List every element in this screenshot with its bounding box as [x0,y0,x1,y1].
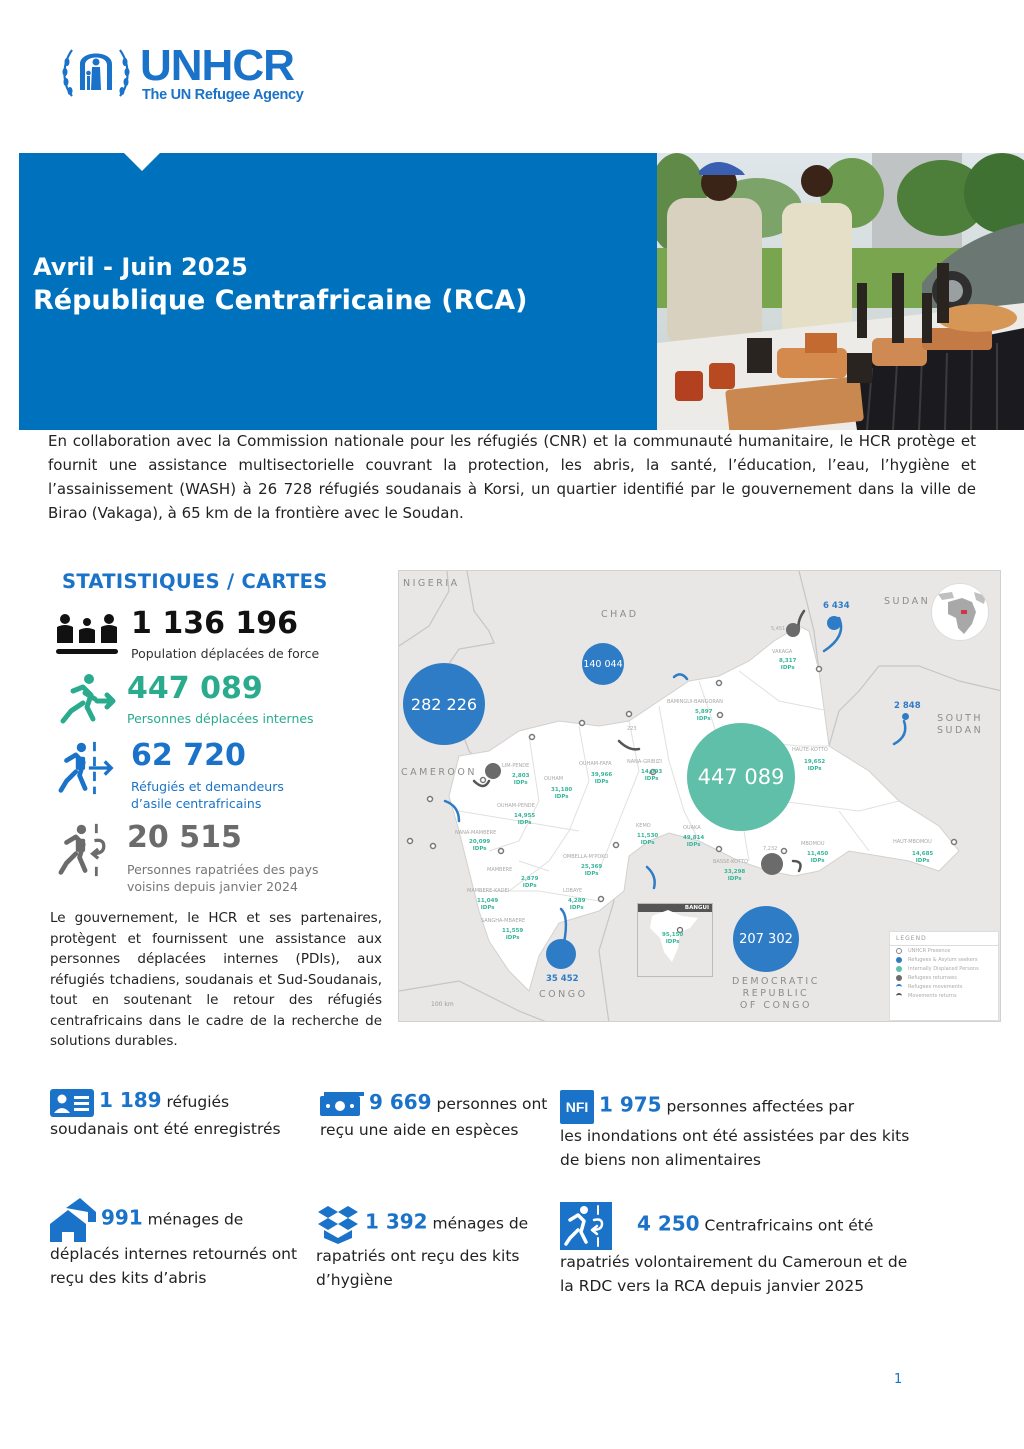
idp-ombella-mpoko: 25,369 IDPs [581,864,603,877]
kpi-text-line2: déplacés internes retournés ont [50,1245,298,1263]
report-country: République Centrafricaine (RCA) [33,285,528,316]
congo-refugees-value: 35 452 [546,974,579,984]
pref-ouaka: OUAKA [683,825,701,831]
idp-mambere-kadei: 11,049 IDPs [477,898,499,911]
grey-arrow-icon [896,993,902,999]
pref-mbomou: MBOMOU [801,841,825,847]
kpi-text: Centrafricains ont été [699,1216,874,1235]
stat-returnees [55,822,355,892]
idp-mbomou: 11,450 IDPs [807,851,829,864]
legend-item: Refugees returnees [890,973,998,982]
kpi-text-line3: d’hygiène [316,1271,393,1289]
legend-title: LEGEND [890,932,998,946]
pref-bamingui-bangoran: BAMINGUI-BANGORAN [667,699,723,705]
idp-ouham-fafa: 39,966 IDPs [591,772,613,785]
artisans-market-photo [657,153,1024,430]
idp-bamingui-bangoran: 5,897 IDPs [695,709,713,722]
kpi-text-line2: rapatriés volontairement du Cameroun et de [560,1253,908,1271]
stat-forcibly-displaced [55,608,355,664]
page-number: 1 [894,1372,903,1387]
stat-value: 1 136 196 [131,606,299,641]
government-support-paragraph: Le gouvernement, le HCR et ses partenaires, protègent et fournissent une assistance aux personnes déplacées internes (PDIs), aux réfugiés tchadiens, soudanais et Sud-Soudanais, tout en soutenant le retour des réfugiés centrafricains dans le cadre de la recherche de solutions durables. [50,910,382,1049]
unhcr-tagline: The UN Refugee Agency [142,87,304,103]
country-label-south-sudan: SOUTH SUDAN [937,713,984,736]
bubble-idp-total: 447 089 [687,723,795,831]
header-photo [657,153,1024,430]
returnee-bangassou-value: 7,232 [763,846,778,852]
returnee-bubble-bangassou [761,853,783,875]
bubble-congo-refugees [546,939,576,969]
stat-label-line2: voisins depuis janvier 2024 [127,879,298,894]
country-label-congo: CONGO [539,989,588,1000]
kpi-text-line2: soudanais ont été enregistrés [50,1119,281,1138]
country-label-drc: DEMOCRATIC REPUBLIC OF CONGO [732,976,820,1011]
intro-paragraph: En collaboration avec la Commission nationale pour les réfugiés (CNR) et la communauté humanitaire, le HCR protège et fournit une assistance multisectorielle couvrant la protection, les abris, la santé, l’éducation, l’eau, l’hygiène et l’assainissement (WASH) à 26 728 réfugiés soudanais à Korsi, un quartier identifié par le gouvernement dans la ville de Birao (Vakaga), à 65 km de la frontière avec le Soudan. [48,432,976,522]
grey-dot-icon [896,975,902,981]
teal-dot-icon [896,966,902,972]
stat-value: 20 515 [127,820,242,855]
kpi-nfi-flood-assistance [560,1090,920,1172]
idp-nana-gribizi: 14,093 IDPs [641,769,663,782]
legend-item: Movements returns [890,991,998,1000]
stat-refugees-abroad [55,740,355,810]
pref-haut-mbomou: HAUT-MBOMOU [893,839,932,845]
idp-mambere: 2,879 IDPs [521,876,539,889]
pref-nana-gribizi: NANA-GRIBIZI [627,759,662,765]
kpi-value: 1 392 [364,1209,428,1234]
country-label-cameroon: CAMEROON [401,767,477,778]
bubble-drc-refugees: 207 302 [733,906,799,972]
kpi-hygiene-kits [316,1204,556,1292]
nfi-icon: NFI [560,1090,594,1124]
idp-vakaga: 8,317 IDPs [779,658,797,671]
country-label-chad: CHAD [601,609,639,620]
returnee-icon [55,822,119,878]
idp-haut-mbomou: 14,685 IDPs [912,851,934,864]
idp-basse-kotto: 33,298 IDPs [724,869,746,882]
pref-ombella-mpoko: OMBELLA-M'POKO [563,854,609,860]
kpi-voluntary-repatriation [560,1202,920,1298]
bangui-inset [637,903,713,977]
pref-ouham-fafa: OUHAM-FAFA [579,761,612,767]
idp-ouham: 31,180 IDPs [551,787,573,800]
stat-label: Personnes déplacées internes [127,711,314,726]
unhcr-emblem-icon [60,40,132,102]
kpi-text: réfugiés [161,1093,230,1111]
pref-vakaga: VAKAGA [772,649,793,655]
legend-item: Refugees & Asylum seekers [890,955,998,964]
kpi-text: personnes ont [431,1095,548,1113]
header-banner [19,153,657,430]
kpi-shelter-kits [50,1198,310,1290]
kpi-value: 4 250 [636,1211,700,1236]
idp-haute-kotto: 19,652 IDPs [804,759,826,772]
stat-value: 447 089 [127,671,263,706]
legend-item: Refugees movements [890,982,998,991]
returnee-birao-value: 5,451 [771,626,786,632]
pref-kemo: KEMO [636,823,651,829]
country-label-nigeria: NIGERIA [403,578,460,589]
legend-item: Internally Displaced Persons [890,964,998,973]
box-kit-icon [316,1204,360,1244]
car-displacement-map [398,570,1001,1022]
pref-mambere: MAMBERE [487,867,513,873]
country-label-sudan: SUDAN [884,596,931,607]
globe-icon [932,584,989,641]
kpi-text-line2: rapatriés ont reçu des kits [316,1247,520,1265]
idp-lobaye: 4,289 IDPs [568,898,586,911]
idp-ouham-pende: 14,955 IDPs [514,813,536,826]
sudan-refugees-value: 6 434 [823,601,850,611]
map-legend [889,931,999,1021]
pref-mambere-kadei: MAMBERE-KADEI [467,888,510,894]
idp-kemo: 11,530 IDPs [637,833,659,846]
returnee-bubble-birao [786,623,800,637]
kpi-value: 1 975 [598,1092,662,1117]
kpi-value: 1 189 [98,1088,162,1112]
pref-haute-kotto: HAUTE-KOTTO [792,747,828,753]
blue-arrow-icon [896,984,902,990]
kpi-text-line3: reçu des kits d’abris [50,1269,207,1287]
pref-ouham: OUHAM [544,776,564,782]
kpi-text-line2: les inondations ont été assistées par des kits [560,1127,910,1145]
kpi-text: ménages de [142,1210,244,1229]
pref-sangha-mbaere: SANGHA-MBAERE [481,918,526,924]
family-group-icon [55,608,119,664]
repatriation-icon [560,1202,612,1250]
idp-lim-pende: 2,803 IDPs [512,773,530,786]
kpi-text: ménages de [427,1214,529,1233]
cash-icon [320,1092,364,1118]
returnee-bubble-cameroon-border [485,763,501,779]
inset-title: BANGUI [638,904,712,912]
map-scale: 100 km [431,1001,454,1008]
pref-lim-pende: LIM-PENDE [502,763,530,769]
kpi-registered-refugees [50,1088,310,1141]
stat-label-line1: Réfugiés et demandeurs [131,779,284,794]
blue-dot-icon [896,957,902,963]
idp-nana-mambere: 20,099 IDPs [469,839,491,852]
unhcr-wordmark: UNHCR [140,41,294,90]
south-sudan-refugees-value: 2 848 [894,701,921,711]
idp-bangui: 95,150 IDPs [662,932,684,945]
shelter-icon [50,1198,96,1242]
kpi-text-line3: la RDC vers la RCA depuis janvier 2025 [560,1277,865,1295]
kpi-value: 9 669 [368,1090,432,1114]
stat-value: 62 720 [131,738,246,773]
stat-label-line2: d’asile centrafricains [131,796,262,811]
kpi-text: personnes affectées par [661,1097,855,1116]
banner-notch [124,153,160,171]
pref-basse-kotto: BASSE-KOTTO [713,859,749,865]
idp-running-icon [55,673,119,729]
returnee-kaba-value: 223 [627,726,637,732]
kpi-cash-assistance [320,1090,560,1142]
kpi-text-line2: reçu une aide en espèces [320,1120,519,1139]
stat-label-line1: Personnes rapatriées des pays [127,862,319,877]
bubble-sudan-refugees [827,616,841,630]
kpi-text-line3: de biens non alimentaires [560,1151,761,1169]
refugee-border-icon [55,740,119,796]
bubble-south-sudan-refugees [902,713,909,720]
idp-ouaka: 49,814 IDPs [683,835,705,848]
stats-section-title: STATISTIQUES / CARTES [62,570,328,593]
report-period: Avril - Juin 2025 [33,253,248,281]
registration-card-icon [50,1089,94,1117]
stat-idps [55,673,355,729]
bubble-cameroon-refugees: 282 226 [403,663,485,745]
stat-label: Population déplacées de force [131,646,320,661]
unhcr-logo [60,40,325,106]
office-marker-icon [896,948,902,954]
pref-ouham-pende: OUHAM-PENDE [497,803,535,809]
idp-sangha-mbaere: 11,559 IDPs [502,928,524,941]
pref-lobaye: LOBAYE [563,888,583,894]
pref-nana-mambere: NANA-MAMBERE [455,830,497,836]
kpi-value: 991 [100,1205,143,1230]
bubble-chad-refugees: 140 044 [582,643,624,685]
legend-item: UNHCR Presence [890,946,998,955]
africa-locator-globe [931,583,989,641]
